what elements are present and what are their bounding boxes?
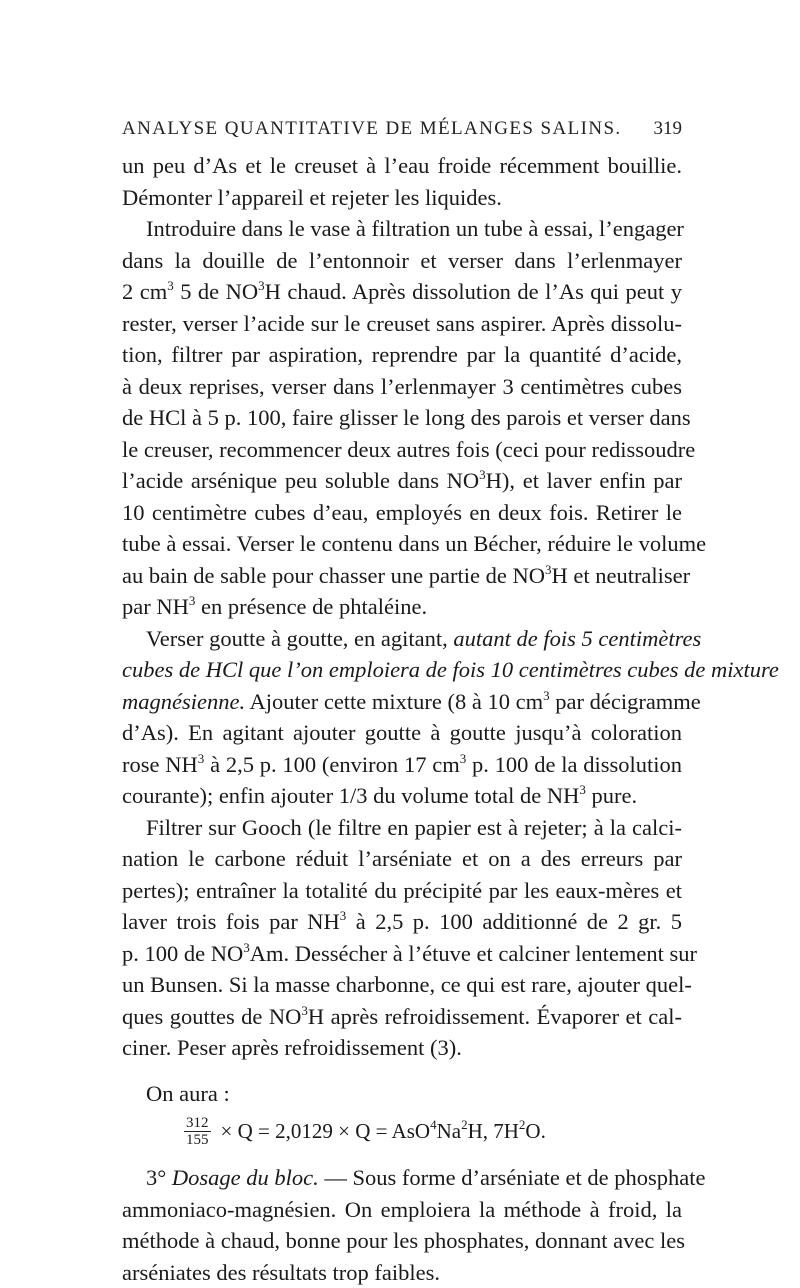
text-line (122, 560, 682, 592)
text-line (122, 749, 682, 781)
fraction-numerator: 312 (184, 1115, 211, 1132)
text-line: un Bunsen. Si la masse charbonne, ce qui est rare, ajouter quel- (122, 969, 682, 1001)
text-line: dans la douille de l’entonnoir et verser dans l’erlenmayer (122, 245, 682, 277)
body-text (122, 150, 682, 1288)
fraction-denominator: 155 (186, 1132, 209, 1148)
text-line: de HCl à 5 p. 100, faire glisser le long des parois et verser dans (122, 402, 682, 434)
superscript: 4 (430, 1117, 437, 1132)
superscript: 2 (461, 1117, 468, 1132)
running-title: ANALYSE QUANTITATIVE DE MÉLANGES SALINS. (122, 118, 622, 139)
spacer (122, 1064, 682, 1078)
running-header (122, 118, 682, 140)
text-line (122, 276, 682, 308)
text-run: pure. (586, 783, 637, 808)
superscript: 3 (340, 908, 347, 923)
text-line: rester, verser l’acide sur le creuset sans aspirer. Après dissolu- (122, 308, 682, 340)
superscript: 3 (167, 278, 174, 293)
text-run: Am. Dessécher à l’étuve et calciner lentement sur (250, 941, 697, 966)
text-run: 5 de NO (174, 279, 258, 304)
italic-run: autant de fois 5 centimètres (453, 626, 701, 651)
text-line (122, 654, 682, 686)
superscript: 3 (258, 278, 265, 293)
text-line (122, 938, 682, 970)
formula (184, 1115, 682, 1148)
text-line: pertes); entraîner la totalité du précipité par les eaux-mères et (122, 875, 682, 907)
italic-run: magnésienne. (122, 689, 245, 714)
formula-run: Na (437, 1119, 462, 1143)
text-line (122, 623, 682, 655)
superscript: 3 (198, 751, 205, 766)
formula-run: H, 7H (468, 1119, 519, 1143)
text-line (122, 1162, 682, 1194)
paragraph-3 (122, 623, 682, 812)
text-run: au bain de sable pour chasser une partie de NO (122, 563, 545, 588)
text-line: ammoniaco-magnésien. On emploiera la méthode à froid, la (122, 1194, 682, 1226)
superscript: 3 (460, 751, 467, 766)
text-line (122, 1001, 682, 1033)
superscript: 3 (543, 688, 550, 703)
text-run: 3° (146, 1165, 172, 1190)
paragraph-1 (122, 150, 682, 213)
text-line (122, 465, 682, 497)
superscript: 3 (579, 782, 586, 797)
text-line: le creuser, recommencer deux autres fois (ceci pour redissoudre (122, 434, 682, 466)
paragraph-5 (122, 1162, 682, 1288)
paragraph-2 (122, 213, 682, 623)
text-run: courante); enfin ajouter 1/3 du volume total de NH (122, 783, 579, 808)
paragraph-4 (122, 812, 682, 1064)
italic-run: Dosage du bloc. (172, 1165, 319, 1190)
text-run: H après refroidissement. Évaporer et cal- (308, 1004, 682, 1029)
text-run: H), et laver enfin par (486, 468, 682, 493)
formula-run: × Q = 2,0129 × Q = AsO (221, 1119, 431, 1143)
text-run: en présence de phtaléine. (195, 594, 427, 619)
text-run: à 2,5 p. 100 (environ 17 cm (204, 752, 459, 777)
superscript: 3 (545, 562, 552, 577)
text-line: méthode à chaud, bonne pour les phosphates, donnant avec les (122, 1225, 682, 1257)
superscript: 3 (301, 1003, 308, 1018)
superscript: 3 (243, 940, 250, 955)
page-number: 319 (654, 118, 683, 140)
superscript: 3 (189, 593, 196, 608)
formula-expression (221, 1116, 546, 1148)
superscript: 3 (479, 467, 486, 482)
text-run: par NH (122, 594, 189, 619)
superscript: 2 (519, 1117, 526, 1132)
italic-run: cubes de HCl que l’on emploiera de fois 10 centimètres cubes de mixture (122, 657, 779, 682)
text-run: p. 100 de la dissolution (466, 752, 682, 777)
text-line: Introduire dans le vase à filtration un tube à essai, l’engager (122, 213, 682, 245)
text-line: tion, filtrer par aspiration, reprendre par la quantité d’acide, (122, 339, 682, 371)
text-line: Démonter l’appareil et rejeter les liquides. (122, 182, 682, 214)
text-line: Filtrer sur Gooch (le filtre en papier est à rejeter; à la calci- (122, 812, 682, 844)
fraction (184, 1115, 211, 1148)
text-run: H et neutraliser (551, 563, 690, 588)
text-line: à deux reprises, verser dans l’erlenmayer 3 centimètres cubes (122, 371, 682, 403)
text-line: ciner. Peser après refroidissement (3). (122, 1032, 682, 1064)
text-run: Ajouter cette mixture (8 à 10 cm (245, 689, 543, 714)
text-line: 10 centimètre cubes d’eau, employés en deux fois. Retirer le (122, 497, 682, 529)
text-line: arséniates des résultats trop faibles. (122, 1257, 682, 1288)
text-run: H chaud. Après dissolution de l’As qui peut y (265, 279, 682, 304)
text-run: laver trois fois par NH (122, 909, 340, 934)
text-line: un peu d’As et le creuset à l’eau froide récemment bouillie. (122, 150, 682, 182)
text-line (122, 591, 682, 623)
text-line (122, 906, 682, 938)
text-line (122, 686, 682, 718)
text-run: — Sous forme d’arséniate et de phosphate (319, 1165, 706, 1190)
text-run: par décigramme (550, 689, 701, 714)
text-run: p. 100 de NO (122, 941, 243, 966)
text-run: à 2,5 p. 100 additionné de 2 gr. 5 (346, 909, 682, 934)
on-aura-line: On aura : (122, 1078, 682, 1110)
text-run: Verser goutte à goutte, en agitant, (146, 626, 453, 651)
text-run: ques gouttes de NO (122, 1004, 301, 1029)
text-run: l’acide arsénique peu soluble dans NO (122, 468, 479, 493)
text-run: 2 cm (122, 279, 167, 304)
text-line: d’As). En agitant ajouter goutte à goutte jusqu’à coloration (122, 717, 682, 749)
text-run: rose NH (122, 752, 198, 777)
text-line (122, 780, 682, 812)
text-line: tube à essai. Verser le contenu dans un Bécher, réduire le volume (122, 528, 682, 560)
text-line: nation le carbone réduit l’arséniate et on a des erreurs par (122, 843, 682, 875)
formula-run: O. (525, 1119, 545, 1143)
